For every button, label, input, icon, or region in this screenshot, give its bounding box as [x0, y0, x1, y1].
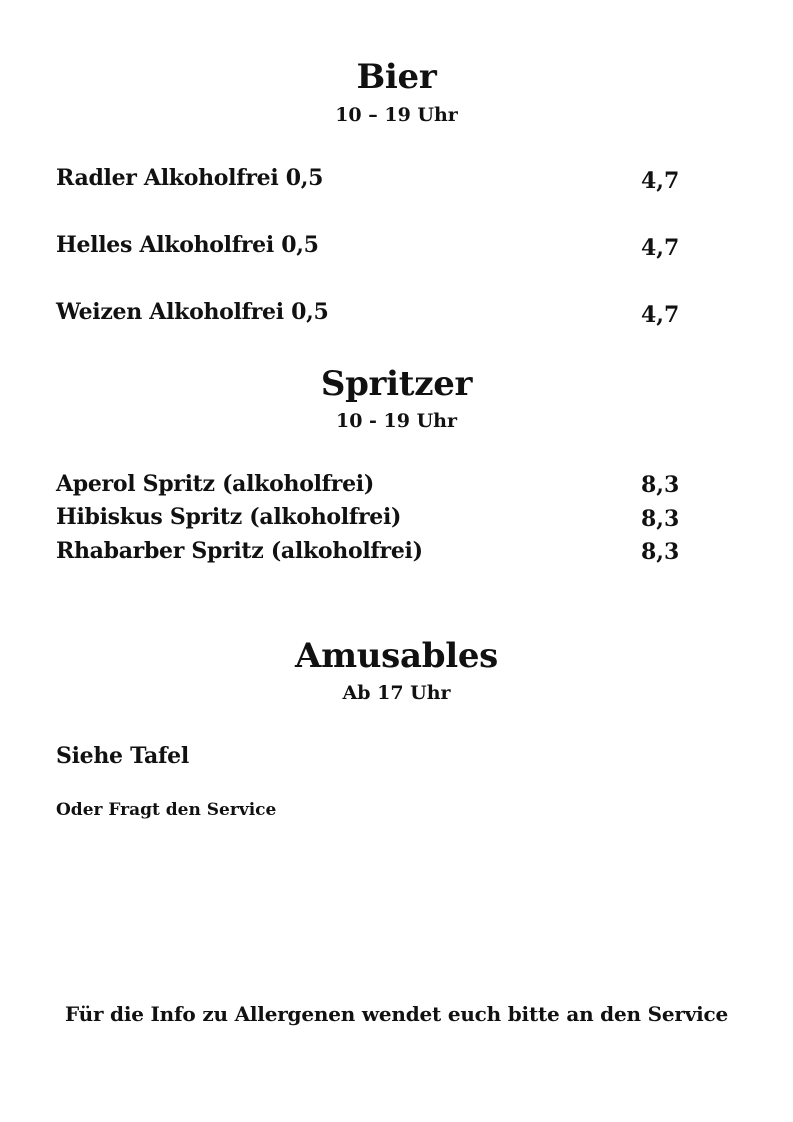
- menu-item-price: 8,3: [641, 539, 680, 565]
- section-title-spritzer: Spritzer: [320, 364, 473, 404]
- menu-item-name: Radler Alkoholfrei 0,5: [56, 165, 324, 191]
- menu-item-price: 4,7: [641, 302, 680, 328]
- section-hours-bier: 10 – 19 Uhr: [335, 104, 458, 126]
- menu-item-name: Aperol Spritz (alkoholfrei): [56, 471, 374, 497]
- menu-item-price: 8,3: [641, 506, 680, 532]
- menu-item-name: Helles Alkoholfrei 0,5: [56, 232, 319, 258]
- amusables-subnote: Oder Fragt den Service: [56, 800, 277, 820]
- section-title-bier: Bier: [356, 57, 437, 97]
- menu-item-price: 4,7: [641, 168, 680, 194]
- amusables-note: Siehe Tafel: [56, 743, 189, 769]
- section-hours-spritzer: 10 - 19 Uhr: [335, 410, 457, 432]
- allergen-info-footer: Für die Info zu Allergenen wendet euch bitte an den Service: [64, 1002, 729, 1026]
- section-title-amusables: Amusables: [294, 636, 498, 676]
- menu-item-name: Rhabarber Spritz (alkoholfrei): [56, 538, 423, 564]
- menu-item-price: 4,7: [641, 235, 680, 261]
- section-hours-amusables: Ab 17 Uhr: [342, 682, 451, 704]
- menu-item-name: Weizen Alkoholfrei 0,5: [56, 299, 329, 325]
- menu-item-name: Hibiskus Spritz (alkoholfrei): [56, 504, 402, 530]
- menu-item-price: 8,3: [641, 472, 680, 498]
